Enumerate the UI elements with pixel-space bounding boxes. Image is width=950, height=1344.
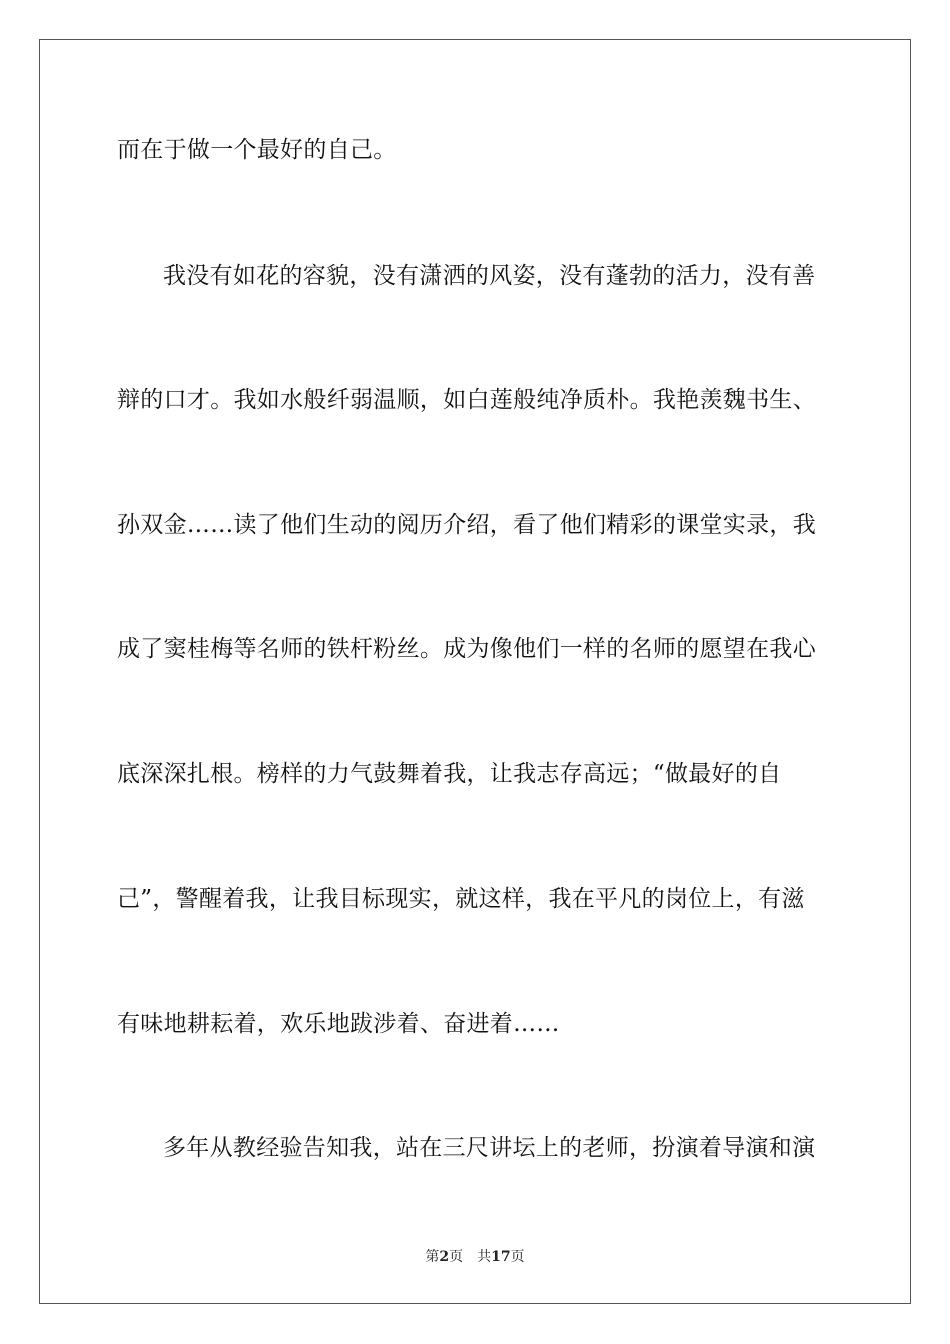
page-border xyxy=(39,39,911,1304)
text-line-3: 辩的口才。我如水般纤弱温顺，如白莲般纯净质朴。我艳羡魏书生、 xyxy=(117,387,816,413)
page-suffix: 页 xyxy=(449,1249,464,1265)
text-line-8: 有味地耕耘着，欢乐地跋涉着、奋进着…… xyxy=(117,1011,560,1037)
page-prefix: 第 xyxy=(425,1249,440,1265)
text-line-2: 我没有如花的容貌，没有潇洒的风姿，没有蓬勃的活力，没有善 xyxy=(163,263,816,289)
text-line-6: 底深深扎根。榜样的力气鼓舞着我，让我志存高远；“做最好的自 xyxy=(117,761,782,787)
total-suffix: 页 xyxy=(510,1249,525,1265)
text-line-4: 孙双金……读了他们生动的阅历介绍，看了他们精彩的课堂实录，我 xyxy=(117,512,816,538)
text-line-7: 己”，警醒着我，让我目标现实，就这样，我在平凡的岗位上，有滋 xyxy=(117,886,805,912)
total-prefix: 共 xyxy=(477,1249,492,1265)
page-footer xyxy=(0,1248,950,1266)
current-page-number: 2 xyxy=(439,1249,450,1265)
text-line-1: 而在于做一个最好的自己。 xyxy=(117,137,397,163)
total-page-number: 17 xyxy=(491,1249,511,1265)
text-line-9: 多年从教经验告知我，站在三尺讲坛上的老师，扮演着导演和演 xyxy=(163,1135,816,1161)
text-line-5: 成了窦桂梅等名师的铁杆粉丝。成为像他们一样的名师的愿望在我心 xyxy=(117,636,816,662)
